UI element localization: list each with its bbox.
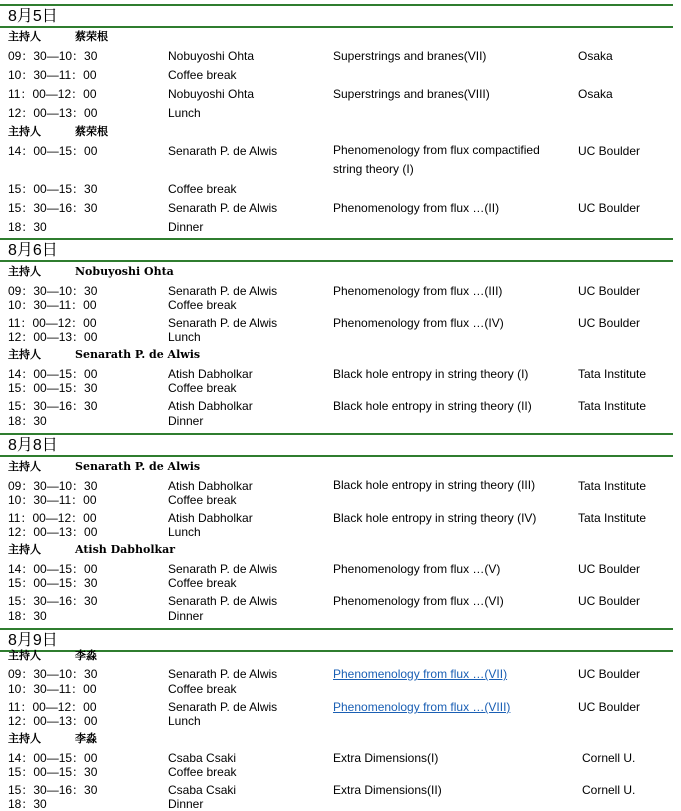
session-time: 11：00—12：00 [8,511,97,525]
session-time: 14：00—15：00 [8,144,98,158]
session-speaker: Dinner [168,220,204,234]
session-time: 18：30 [8,414,47,428]
chair-name: Nobuyoshi Ohta [75,265,174,278]
session-title: Phenomenology from flux …(V) [333,562,501,576]
chair-name: Senarath P. de Alwis [75,348,201,361]
session-speaker: Dinner [168,414,204,428]
session-speaker: Coffee break [168,298,237,312]
session-speaker: Lunch [168,330,201,344]
session-place: UC Boulder [578,316,641,330]
session-time: 15：30—16：30 [8,783,98,797]
session-time: 14：00—15：00 [8,562,98,576]
chair-label: 主持人 [8,732,41,745]
session-title: Phenomenology from flux …(IV) [333,316,504,330]
session-speaker: Atish Dabholkar [168,511,253,525]
session-place: Tata Institute [578,511,647,525]
chair-label: 主持人 [8,125,41,138]
session-time: 09：30—10：30 [8,49,98,63]
session-speaker: Nobuyoshi Ohta [168,49,255,63]
session-time: 11：00—12：00 [8,700,97,714]
session-time: 11：00—12：00 [8,316,97,330]
session-place: UC Boulder [578,562,641,576]
session-place: UC Boulder [578,144,641,158]
session-title: Black hole entropy in string theory (II) [333,399,532,413]
session-time: 10：30—11：00 [8,298,97,312]
day-top-divider [0,433,673,435]
day-heading: 8月6日 [8,242,58,259]
session-place: Tata Institute [578,479,647,493]
session-speaker: Coffee break [168,68,237,82]
session-title: Phenomenology from flux …(II) [333,201,500,215]
session-speaker: Coffee break [168,682,237,696]
session-time: 18：30 [8,609,47,623]
chair-name: Senarath P. de Alwis [75,460,201,473]
session-speaker: Nobuyoshi Ohta [168,87,255,101]
session-place: Cornell U. [582,783,636,797]
session-time: 15：00—15：30 [8,182,98,196]
session-speaker: Lunch [168,525,201,539]
session-time: 14：00—15：00 [8,751,98,765]
session-time: 12：00—13：00 [8,525,98,539]
session-speaker: Senarath P. de Alwis [168,667,278,681]
session-time: 15：00—15：30 [8,576,98,590]
session-speaker: Atish Dabholkar [168,479,253,493]
day-top-divider [0,628,673,630]
session-place: UC Boulder [578,284,641,298]
day-bottom-divider [0,260,673,262]
session-title: Superstrings and branes(VII) [333,49,487,63]
day-heading: 8月5日 [8,8,58,25]
day-top-divider [0,4,673,6]
session-speaker: Coffee break [168,765,237,779]
session-place: Tata Institute [578,399,647,413]
day-heading: 8月9日 [8,632,58,649]
chair-label: 主持人 [8,265,41,278]
session-speaker: Senarath P. de Alwis [168,201,278,215]
session-title-link[interactable]: Phenomenology from flux …(VIII) [333,700,511,714]
session-speaker: Atish Dabholkar [168,399,253,413]
session-title: Superstrings and branes(VIII) [333,87,490,101]
chair-label: 主持人 [8,543,41,556]
session-speaker: Coffee break [168,576,237,590]
session-speaker: Atish Dabholkar [168,367,253,381]
chair-label: 主持人 [8,30,41,43]
session-place: UC Boulder [578,201,641,215]
chair-label: 主持人 [8,649,41,662]
session-time: 09：30—10：30 [8,667,98,681]
session-speaker: Coffee break [168,493,237,507]
session-speaker: Dinner [168,609,204,623]
session-time: 10：30—11：00 [8,682,97,696]
session-time: 12：00—13：00 [8,714,98,728]
session-place: UC Boulder [578,594,641,608]
chair-name: 蔡荣根 [75,30,108,43]
session-time: 12：00—13：00 [8,330,98,344]
day-bottom-divider [0,26,673,28]
session-title-link[interactable]: Phenomenology from flux …(VII) [333,667,508,681]
chair-name: 李淼 [75,649,97,662]
session-speaker: Lunch [168,106,201,120]
session-speaker: Senarath P. de Alwis [168,562,278,576]
session-time: 15：30—16：30 [8,594,98,608]
session-title: Black hole entropy in string theory (IV) [333,511,537,525]
session-place: Osaka [578,49,613,63]
day-top-divider [0,238,673,240]
session-time: 14：00—15：00 [8,367,98,381]
session-time: 09：30—10：30 [8,284,98,298]
session-title: Extra Dimensions(I) [333,751,439,765]
session-speaker: Senarath P. de Alwis [168,284,278,298]
session-speaker: Lunch [168,714,201,728]
session-title: Black hole entropy in string theory (I) [333,367,529,381]
session-speaker: Senarath P. de Alwis [168,700,278,714]
session-time: 10：30—11：00 [8,68,97,82]
session-time: 18：30 [8,797,47,811]
session-time: 15：00—15：30 [8,765,98,779]
day-bottom-divider [0,650,673,652]
session-title: Phenomenology from flux compactified string theory (I) [333,143,540,176]
session-speaker: Coffee break [168,182,237,196]
chair-name: 李淼 [75,732,97,745]
day-bottom-divider [0,455,673,457]
session-time: 11：00—12：00 [8,87,97,101]
chair-label: 主持人 [8,460,41,473]
session-time: 12：00—13：00 [8,106,98,120]
session-title: Phenomenology from flux …(III) [333,284,503,298]
session-speaker: Senarath P. de Alwis [168,316,278,330]
session-time: 15：30—16：30 [8,201,98,215]
chair-name: 蔡荣根 [75,125,108,138]
day-heading: 8月8日 [8,437,58,454]
chair-name: Atish Dabholkar [75,543,176,556]
chair-label: 主持人 [8,348,41,361]
session-place: Tata Institute [578,367,647,381]
session-title: Black hole entropy in string theory (III) [333,478,536,492]
session-speaker: Senarath P. de Alwis [168,144,278,158]
session-time: 15：00—15：30 [8,381,98,395]
session-place: Osaka [578,87,613,101]
session-place: UC Boulder [578,700,641,714]
session-speaker: Dinner [168,797,204,811]
session-title: Phenomenology from flux …(VI) [333,594,504,608]
session-time: 15：30—16：30 [8,399,98,413]
session-place: Cornell U. [582,751,636,765]
session-title: Extra Dimensions(II) [333,783,442,797]
session-time: 09：30—10：30 [8,479,98,493]
session-speaker: Csaba Csaki [168,783,237,797]
session-speaker: Senarath P. de Alwis [168,594,278,608]
session-time: 10：30—11：00 [8,493,97,507]
session-place: UC Boulder [578,667,641,681]
session-speaker: Coffee break [168,381,237,395]
session-time: 18：30 [8,220,47,234]
session-speaker: Csaba Csaki [168,751,237,765]
